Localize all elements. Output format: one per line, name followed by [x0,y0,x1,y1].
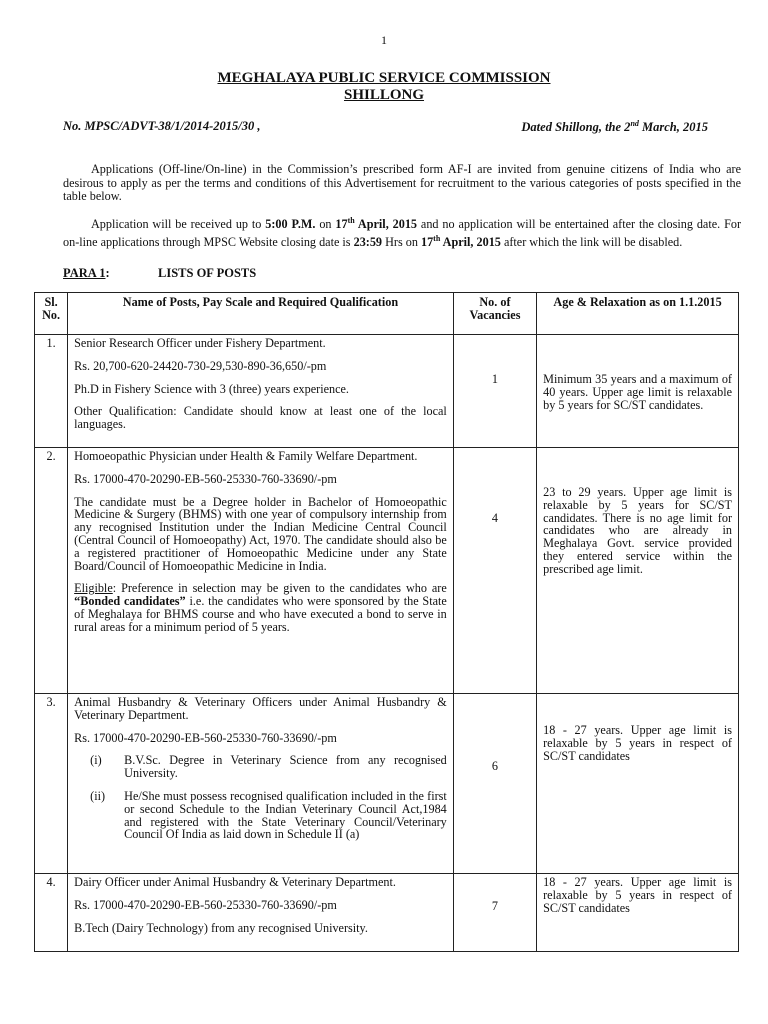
qualification-item: (i) B.V.Sc. Degree in Veterinary Science from any recognised University. [90,753,447,781]
pay-scale: Rs. 20,700-620-24420-730-29,530-890-36,650/-pm [74,358,327,373]
pay-scale: Rs. 17000-470-20290-EB-560-25330-760-33690/-pm [74,471,337,486]
row-age: Minimum 35 years and a maximum of 40 years. Upper age limit is relaxable by 5 years for SC/ST candidates. [537,335,739,448]
row-age: 18 - 27 years. Upper age limit is relaxable by 5 years in respect of SC/ST candidates [537,874,739,952]
advt-date: Dated Shillong, the 2nd March, 2015 [521,119,708,135]
row-description [68,874,454,952]
table-row [35,874,739,952]
row-sl: 3. [35,694,68,874]
commission-title: MEGHALAYA PUBLIC SERVICE COMMISSION [217,70,551,86]
row-vacancies: 4 [453,448,536,694]
table-row [35,694,739,874]
intro-paragraph-1: Applications (Off-line/On-line) in the Commission’s prescribed form AF-I are invited from genuine citizens of India who are desirous to apply as per the terms and conditions of this Advertisement for recruitment to the various categories of posts specified in the table below. [63,162,741,204]
header-vacancies: No. of Vacancies [453,293,536,335]
row-age: 23 to 29 years. Upper age limit is relaxable by 5 years for SC/ST candidates. There is no age limit for candidates who are already in Meghalaya Govt. service provided they entered service within the prescribed age limit. [537,448,739,694]
table-row [35,335,739,448]
row-vacancies: 1 [453,335,536,448]
other-qualification: Other Qualification: Candidate should know at least one of the local languages. [74,404,447,432]
row-sl: 1. [35,335,68,448]
advt-number: No. MPSC/ADVT-38/1/2014-2015/30 , [63,119,261,133]
table-header-row [35,293,739,335]
intro-paragraph-2: Application will be received up to 5:00 P.M. on 17th April, 2015 and no application will be entertained after the closing date. For on-line applications through MPSC Website closing date is 23:59 Hrs on 17th April, 2015 after which the link will be disabled. [63,216,742,249]
section-heading: PARA 1: LISTS OF POSTS [63,266,257,280]
row-description [68,335,454,448]
post-name: Animal Husbandry & Veterinary Officers under Animal Husbandry & Veterinary Department. [74,695,447,722]
row-sl: 4. [35,874,68,952]
page-number: 1 [381,33,387,47]
header-age: Age & Relaxation as on 1.1.2015 [537,293,739,335]
qualification: Ph.D in Fishery Science with 3 (three) years experience. [74,381,349,396]
commission-location: SHILLONG [343,87,425,103]
pay-scale: Rs. 17000-470-20290-EB-560-25330-760-33690/-pm [74,897,337,912]
posts-table [34,292,739,952]
qualification: The candidate must be a Degree holder in Bachelor of Homoeopathic Medicine & Surgery (BHMS) with one year of compulsory internship from any recognised Institution under the Indian Medicine Central Council (Central Council of Homoeopathy) Act, 1970. The candidate should also be a registered practitioner of Homoeopathic Medicine under any State Board/Council of Homoeopathic Medicine in India. [74,494,447,573]
reference-line [63,119,708,134]
row-vacancies: 7 [453,874,536,952]
row-description [68,448,454,694]
row-description [68,694,454,874]
qualification-item: (ii) He/She must possess recognised qualification included in the first or second Schedule to the Indian Veterinary Council Act,1984 and registered with the State Veterinary Council/Veterinary Council Of India as laid down in Schedule II (a) [90,788,447,842]
post-name: Senior Research Officer under Fishery Department. [74,336,326,350]
eligibility: Eligible: Preference in selection may be given to the candidates who are “Bonded candidates” i.e. the candidates who were sponsored by the State of Meghalaya for BHMS course and who have executed a bond to serve in rural areas for a minimum period of 5 years. [74,581,447,634]
header-sl-no: Sl. No. [35,293,68,335]
pay-scale: Rs. 17000-470-20290-EB-560-25330-760-33690/-pm [74,730,337,745]
row-sl: 2. [35,448,68,694]
header-post-name: Name of Posts, Pay Scale and Required Qualification [68,293,454,335]
table-row [35,448,739,694]
post-name: Dairy Officer under Animal Husbandry & Veterinary Department. [74,875,396,889]
row-vacancies: 6 [453,694,536,874]
post-name: Homoeopathic Physician under Health & Family Welfare Department. [74,449,418,463]
qualification: B.Tech (Dairy Technology) from any recognised University. [74,920,368,935]
row-age: 18 - 27 years. Upper age limit is relaxable by 5 years in respect of SC/ST candidates [537,694,739,874]
